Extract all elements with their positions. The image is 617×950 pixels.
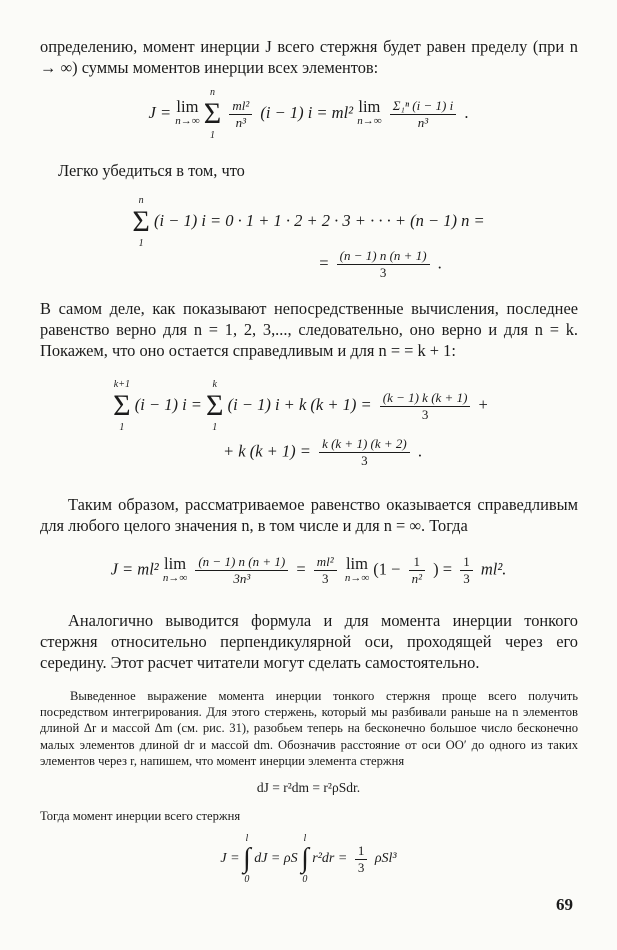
eq1-sum-sign: n Σ 1	[203, 87, 222, 141]
eq4-equals: =	[296, 559, 306, 579]
eq4-fraction-1: $\frac{(n - 1) n (n + 1)}{\text{3n³}}$	[195, 554, 288, 587]
eq4-close: ) =	[433, 559, 453, 579]
paragraph-5: Аналогично выводится формула и для момента инерции тонкого стержня относительно перпендикулярной оси, проходящей через его середину. Этот расчет читатели могут сделать самостоятельно.	[40, 611, 578, 672]
eq4-limit-2: lim n→∞	[344, 553, 370, 584]
eq3a-text-2: (i − 1) i + k (k + 1) =	[227, 394, 372, 414]
equation-2b	[72, 248, 617, 281]
eq3-sum-sign-1: k+1 Σ 1	[113, 379, 131, 433]
eq4-limit: lim n→∞	[162, 553, 188, 584]
eq3a-text-1: (i − 1) i =	[134, 394, 202, 414]
eq6-lhs: J =	[220, 851, 240, 867]
paragraph-3: В самом деле, как показывают непосредственные вычисления, последнее равенство верно для n = 1, 2, 3,..., следовательно, оно верно и для n = k. Покажем, что оно остается справедливым и для n = = k + 1:	[40, 299, 578, 360]
eq4-end: ml².	[480, 559, 507, 579]
eq3b-fraction: $\frac{k (k + 1) (k + 2)}{3}$	[319, 436, 410, 469]
eq4-fraction-2: $\frac{\text{ml²}}{3}$	[314, 554, 337, 587]
eq2a-text: (i − 1) i = 0 · 1 + 1 · 2 + 2 · 3 + · · · + (n − 1) n =	[153, 210, 485, 230]
eq6-fraction: $\frac{1}{3}$	[355, 843, 368, 876]
equation-1	[0, 86, 617, 142]
equation-3a	[0, 378, 609, 434]
eq4-paren: (1 −	[373, 559, 401, 579]
paragraph-4: Таким образом, рассматриваемое равенство оказывается справедливым для любого целого значения n, в том числе и для n = ∞. Тогда	[40, 495, 578, 535]
eq2b-fraction: $\frac{(n - 1) n (n + 1)}{3}$	[337, 248, 430, 281]
eq1-limit-2: lim n→∞	[357, 97, 382, 127]
eq6-end: ρSl³	[374, 851, 397, 867]
paragraph-1: определению, момент инерции J всего стержня будет равен пределу (при n → ∞) суммы моментов инерции всех элементов:	[40, 37, 578, 77]
paragraph-2: Легко убедиться в том, что	[58, 161, 245, 180]
eq6-text-1: dJ = ρS	[254, 851, 298, 867]
eq1-middle: (i − 1) i = ml²	[260, 102, 354, 122]
eq3-sum-sign-2: k Σ 1	[206, 379, 224, 433]
eq2b-pre: =	[319, 253, 329, 273]
eq1-fraction: $\frac{\text{ml²}}{\text{n³}}$	[229, 98, 252, 131]
eq2-sum-sign: n Σ 1	[132, 195, 150, 249]
eq3a-fraction: $\frac{(k - 1) k (k + 1)}{3}$	[380, 390, 471, 423]
eq3a-end: +	[478, 394, 488, 414]
equation-4	[0, 554, 617, 587]
small-paragraph-1: Выведенное выражение момента инерции тонкого стержня проще всего получить посредством интегрирования. Для этого стержень, который мы разбивали раньше на n элементов длиной Δr и массой Δm (см. рис. 31), разобьем теперь на бесконечно большое число бесконечно малых элементов длиной dr и массой dm. Обозначив расстояние от оси OO′ до одного из таких элементов через r, напишем, что момент инерции элемента стержня	[40, 689, 578, 768]
page-number: 69	[556, 895, 573, 914]
eq6-integral-1: l ∫ 0	[243, 833, 251, 885]
eq2b-end: .	[437, 253, 442, 273]
eq4-lhs: J = ml²	[110, 559, 159, 579]
eq6-text-2: r²dr =	[312, 851, 348, 867]
eq1-end: .	[464, 102, 469, 122]
eq3b-pre: + k (k + 1) =	[223, 441, 311, 461]
eq3b-end: .	[417, 441, 422, 461]
equation-5: dJ = r²dm = r²ρSdr.	[256, 780, 361, 795]
eq4-fraction-3: $\frac{1}{\text{n²}}$	[409, 554, 425, 587]
eq1-fraction-2: $\frac{\text{Σ₁ⁿ (i − 1) i}}{\text{n³}}$	[390, 98, 457, 131]
eq6-integral-2: l ∫ 0	[301, 833, 309, 885]
eq4-fraction-4: $\frac{1}{3}$	[460, 554, 473, 587]
eq1-limit: lim n→∞	[175, 97, 200, 127]
equation-2a	[0, 194, 617, 250]
small-paragraph-2: Тогда момент инерции всего стержня	[40, 809, 241, 823]
eq1-lhs: J =	[148, 102, 172, 122]
equation-3b	[14, 436, 617, 469]
equation-6	[0, 832, 617, 886]
